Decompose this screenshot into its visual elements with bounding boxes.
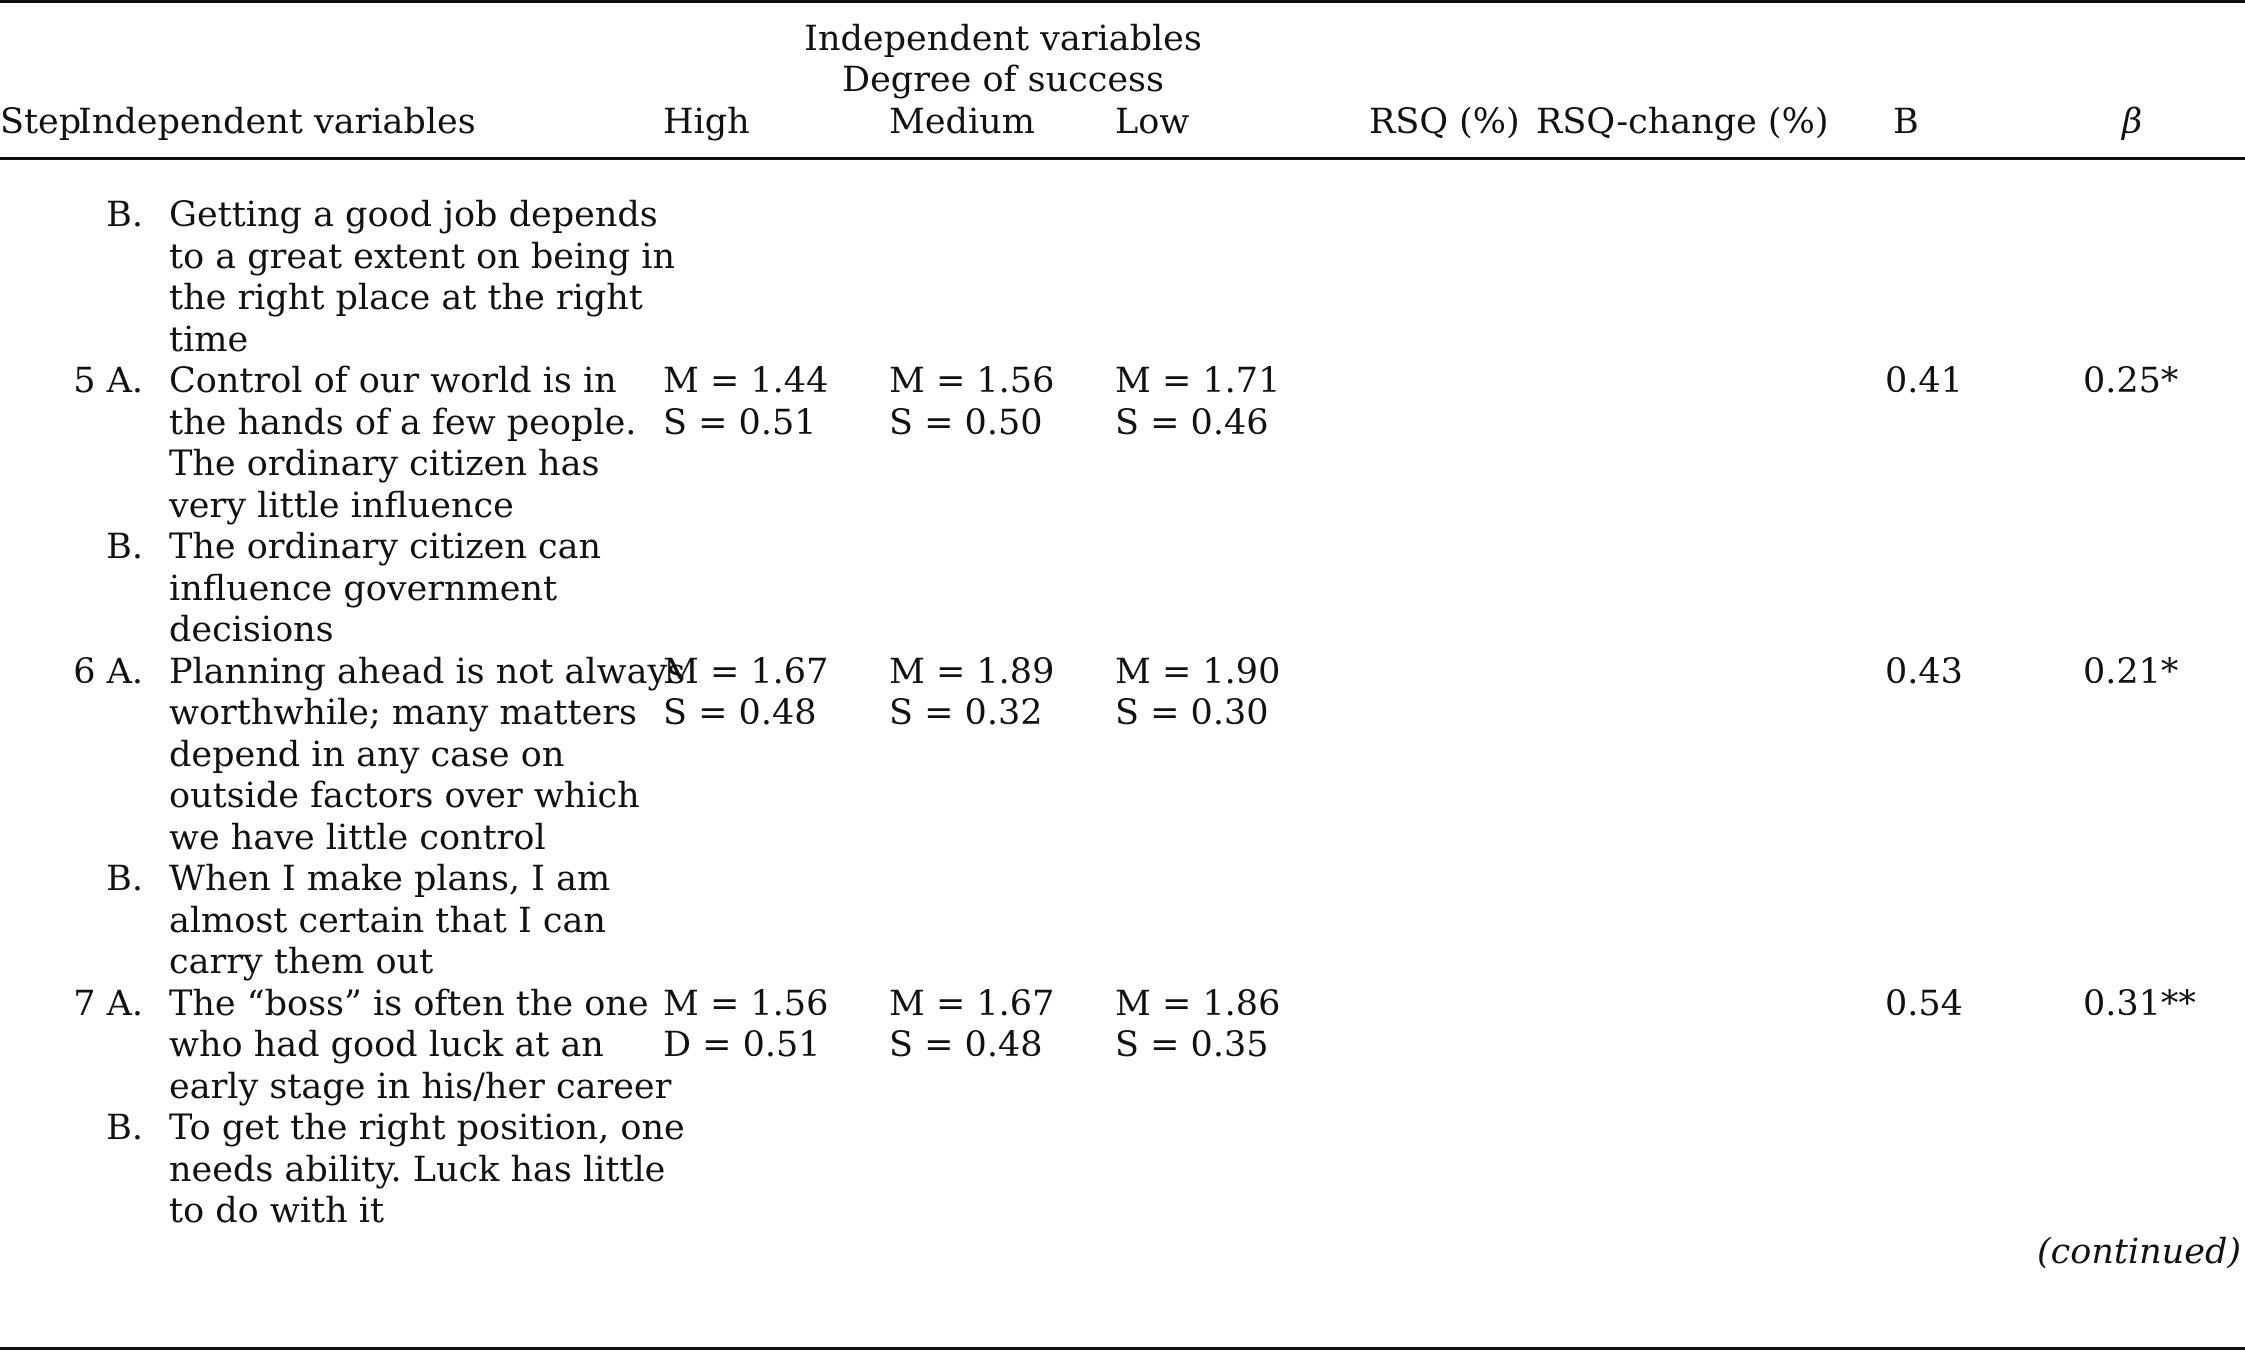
row-text-line: worthwhile; many matters (169, 693, 637, 733)
row-text-line: the right place at the right (169, 278, 643, 318)
cell-high: S = 0.51 (663, 402, 817, 443)
cell-low: S = 0.35 (1115, 1025, 1269, 1065)
continued-note: (continued) (2037, 1232, 2241, 1272)
cell-high: S = 0.48 (663, 693, 817, 733)
cell-beta: 0.21* (2083, 651, 2179, 692)
cell-low: M = 1.86 (1115, 983, 1281, 1024)
row-text-line: almost certain that I can (169, 900, 606, 941)
cell-medium: S = 0.48 (889, 1025, 1043, 1065)
cell-medium: M = 1.56 (889, 361, 1055, 401)
row-text-line: decisions (169, 610, 334, 650)
cell-beta: 0.31** (2083, 983, 2196, 1024)
cell-medium: M = 1.89 (889, 651, 1055, 692)
cell-medium: S = 0.50 (889, 402, 1043, 443)
cell-b: 0.43 (1885, 651, 1963, 692)
row-step: 7 (73, 983, 107, 1024)
row-text-line: To get the right position, one (169, 1108, 685, 1148)
row-text-line: The ordinary citizen can (169, 527, 602, 567)
row-text-line: Control of our world is in (169, 361, 617, 401)
row-label: B. (106, 527, 143, 567)
cell-low: S = 0.30 (1115, 693, 1269, 733)
header-rsq-change: RSQ-change (%) (1536, 102, 1829, 142)
row-text-line: outside factors over which (169, 776, 640, 816)
row-text-line: who had good luck at an (169, 1025, 604, 1065)
cell-low: S = 0.46 (1115, 402, 1269, 443)
cell-high: M = 1.67 (663, 651, 829, 692)
row-text-line: Getting a good job depends (169, 195, 658, 235)
row-text-line: very little influence (169, 485, 514, 526)
header-high: High (663, 102, 750, 142)
row-label: B. (106, 195, 143, 235)
header-group-title: Independent variables (804, 19, 1202, 59)
row-step-label (73, 651, 143, 693)
header-beta: β (2122, 102, 2143, 142)
row-text-line: Planning ahead is not always (169, 651, 686, 692)
header-b: B (1893, 102, 1919, 142)
row-text-line: carry them out (169, 942, 434, 982)
row-step-label (106, 858, 143, 900)
row-step-label (106, 194, 143, 236)
cell-high: M = 1.56 (663, 983, 829, 1024)
row-label: A. (106, 651, 143, 692)
header-independent-variables: Independent variables (78, 102, 476, 142)
cell-medium: S = 0.32 (889, 693, 1043, 733)
cell-b: 0.41 (1885, 361, 1963, 401)
row-text-line: When I make plans, I am (169, 859, 611, 899)
row-step-label (106, 526, 143, 568)
cell-beta: 0.25* (2083, 361, 2179, 401)
row-text-line: The ordinary citizen has (169, 444, 600, 484)
row-label: B. (106, 1108, 143, 1148)
top-rule (0, 0, 2245, 3)
row-text-line: influence government (169, 568, 558, 609)
row-step: 6 (73, 651, 107, 692)
cell-high: D = 0.51 (663, 1025, 821, 1065)
row-text-line: depend in any case on (169, 734, 565, 775)
header-rule (0, 157, 2245, 160)
row-label: A. (106, 983, 143, 1024)
cell-low: M = 1.71 (1115, 361, 1281, 401)
row-label: A. (106, 361, 143, 401)
header-group-subtitle: Degree of success (842, 60, 1164, 100)
row-label: B. (106, 859, 143, 899)
row-step-label (73, 983, 143, 1025)
row-step-label (73, 360, 143, 402)
row-text-line: to a great extent on being in (169, 236, 675, 277)
header-low: Low (1115, 102, 1190, 142)
header-medium: Medium (889, 102, 1035, 142)
row-step-label (106, 1107, 143, 1149)
header-rsq: RSQ (%) (1369, 102, 1520, 142)
row-text-line: The “boss” is often the one (169, 983, 649, 1024)
row-text-line: needs ability. Luck has little (169, 1149, 666, 1190)
row-text-line: time (169, 319, 249, 360)
row-step: 5 (73, 361, 107, 401)
cell-high: M = 1.44 (663, 361, 829, 401)
bottom-rule (0, 1347, 2245, 1350)
row-text-line: to do with it (169, 1191, 385, 1231)
row-text-line: we have little control (169, 817, 546, 858)
cell-low: M = 1.90 (1115, 651, 1281, 692)
cell-b: 0.54 (1885, 983, 1963, 1024)
header-step: Step (0, 102, 82, 142)
row-text-line: the hands of a few people. (169, 402, 637, 443)
row-text-line: early stage in his/her career (169, 1066, 672, 1107)
cell-medium: M = 1.67 (889, 983, 1055, 1024)
